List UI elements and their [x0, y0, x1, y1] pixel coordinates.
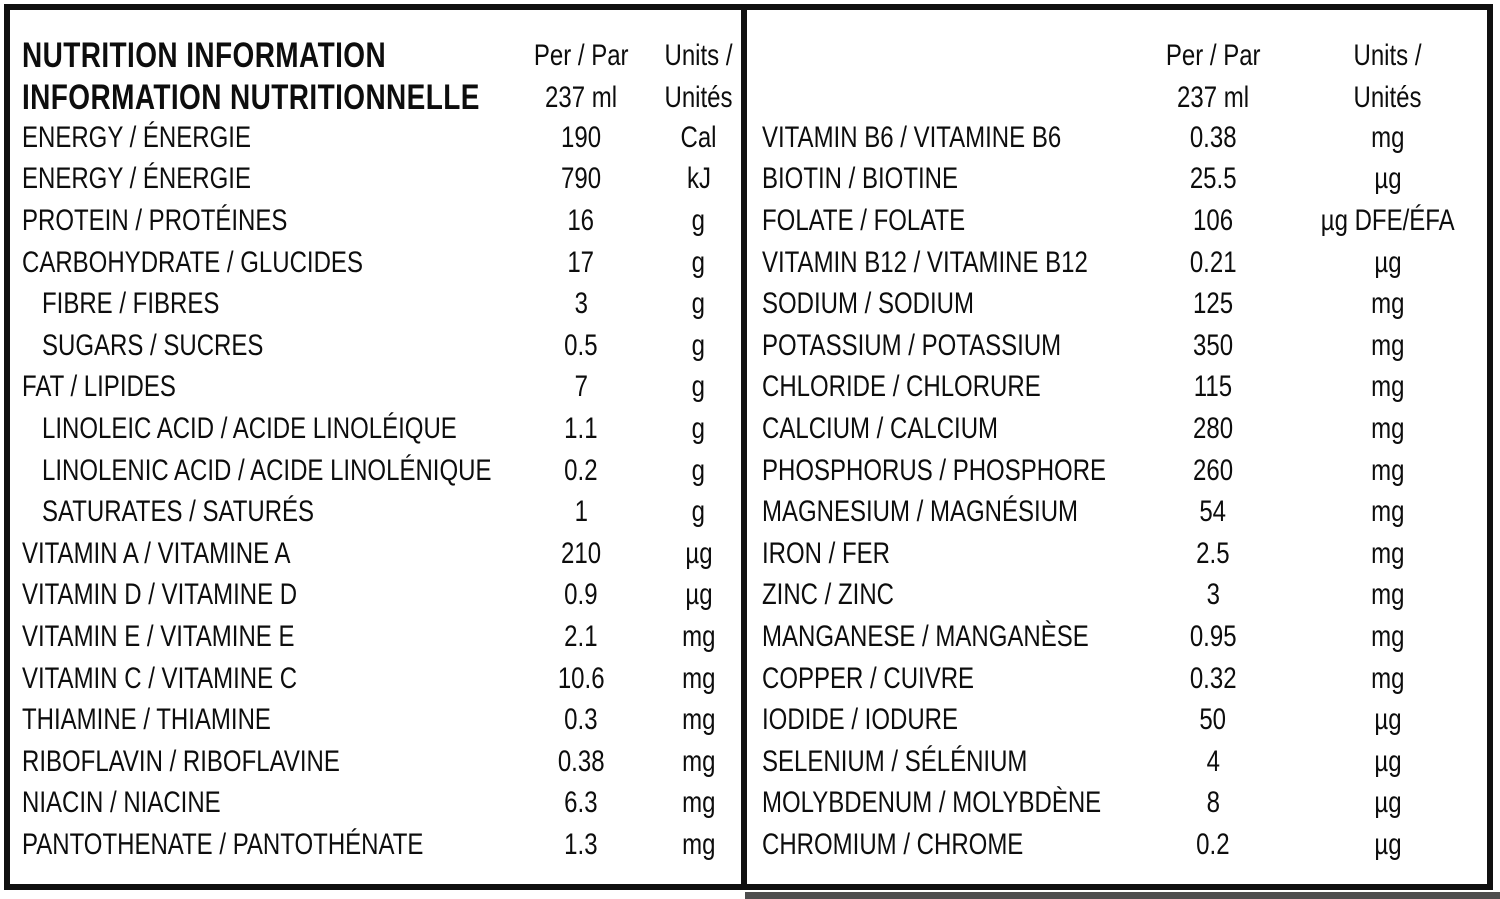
panel-right	[747, 10, 1488, 884]
nutrient-row	[10, 824, 741, 866]
units-header	[1288, 35, 1488, 119]
nutrient-label: CARBOHYDRATE / GLUCIDES	[22, 245, 363, 279]
nutrient-value: 50	[1199, 703, 1227, 737]
nutrient-value: 54	[1199, 495, 1227, 529]
nutrient-unit: mg	[1371, 370, 1405, 404]
nutrient-unit: mg	[1371, 287, 1405, 321]
nutrient-value: 260	[1192, 453, 1234, 487]
nutrient-unit: µg	[684, 578, 713, 612]
nutrient-unit: g	[691, 411, 706, 445]
nutrient-value: 0.38	[1189, 120, 1237, 154]
nutrient-label: MANGANESE / MANGANÈSE	[762, 619, 1089, 653]
nutrient-row	[10, 699, 741, 741]
nutrient-unit: mg	[681, 661, 716, 695]
nutrient-label: VITAMIN E / VITAMINE E	[22, 619, 295, 653]
nutrient-label: FIBRE / FIBRES	[42, 287, 220, 321]
nutrient-row	[747, 491, 1488, 533]
nutrient-value: 280	[1192, 411, 1234, 445]
nutrient-value: 0.32	[1189, 661, 1237, 695]
nutrient-row	[747, 367, 1488, 409]
nutrient-unit: mg	[1371, 328, 1405, 362]
nutrient-row	[747, 658, 1488, 700]
nutrient-unit: g	[691, 203, 706, 237]
nutrient-label: IRON / FER	[762, 536, 891, 570]
nutrient-value: 16	[567, 203, 595, 237]
nutrient-row	[747, 200, 1488, 242]
nutrient-label: LINOLENIC ACID / ACIDE LINOLÉNIQUE	[42, 453, 492, 487]
nutrient-unit: µg	[1374, 827, 1402, 861]
units-header	[656, 35, 741, 119]
nutrient-label: FOLATE / FOLATE	[762, 203, 966, 237]
per-label: Per / Par	[1165, 39, 1261, 72]
nutrient-label: MAGNESIUM / MAGNÉSIUM	[762, 495, 1079, 529]
nutrient-label: BIOTIN / BIOTINE	[762, 162, 959, 196]
nutrient-row	[10, 367, 741, 409]
nutrient-row	[10, 283, 741, 325]
nutrient-row	[747, 699, 1488, 741]
nutrient-row	[747, 408, 1488, 450]
nutrient-row	[10, 200, 741, 242]
nutrient-row	[747, 450, 1488, 492]
nutrient-value: 2.5	[1196, 536, 1230, 570]
nutrient-row	[747, 824, 1488, 866]
nutrient-row	[747, 616, 1488, 658]
nutrient-row	[747, 325, 1488, 367]
nutrient-label: SELENIUM / SÉLÉNIUM	[762, 744, 1028, 778]
nutrient-unit: kJ	[686, 162, 711, 196]
nutrient-row	[10, 783, 741, 825]
units-label-line-2: Unités	[664, 81, 733, 114]
nutrient-value: 0.5	[564, 328, 598, 362]
nutrient-label: ZINC / ZINC	[762, 578, 894, 612]
nutrient-label: VITAMIN C / VITAMINE C	[22, 661, 298, 695]
nutrient-value: 190	[560, 120, 602, 154]
nutrient-row	[747, 533, 1488, 575]
nutrient-unit: mg	[1371, 578, 1405, 612]
title-line-2: INFORMATION NUTRITIONNELLE	[22, 78, 480, 117]
nutrient-unit: mg	[681, 619, 716, 653]
nutrient-unit: mg	[1371, 453, 1405, 487]
nutrient-label: CHLORIDE / CHLORURE	[762, 370, 1041, 404]
nutrient-value: 0.2	[564, 453, 598, 487]
nutrient-value: 4	[1206, 744, 1220, 778]
nutrient-value: 350	[1192, 328, 1234, 362]
nutrient-value: 0.95	[1189, 619, 1237, 653]
nutrient-unit: mg	[1371, 661, 1405, 695]
nutrient-label: FAT / LIPIDES	[22, 370, 176, 404]
nutrient-label: PROTEIN / PROTÉINES	[22, 203, 288, 237]
left-rows	[10, 117, 741, 866]
nutrient-unit: µg	[684, 536, 713, 570]
nutrient-label: CHROMIUM / CHROME	[762, 827, 1024, 861]
table-title	[10, 35, 506, 119]
nutrient-unit: g	[691, 495, 706, 529]
nutrient-label: VITAMIN B6 / VITAMINE B6	[762, 120, 1062, 154]
nutrient-row	[10, 491, 741, 533]
nutrient-label: PANTOTHENATE / PANTOTHÉNATE	[22, 827, 424, 861]
nutrient-unit: g	[691, 453, 706, 487]
panel-left	[10, 10, 741, 884]
nutrient-row	[10, 741, 741, 783]
nutrient-unit: mg	[1371, 619, 1405, 653]
nutrient-value: 8	[1206, 786, 1220, 820]
nutrient-unit: µg	[1374, 786, 1402, 820]
nutrient-unit: g	[691, 287, 706, 321]
nutrient-value: 6.3	[564, 786, 598, 820]
nutrient-value: 115	[1193, 370, 1233, 404]
nutrient-unit: mg	[1371, 495, 1405, 529]
units-label-line-1: Units /	[664, 39, 733, 72]
nutrient-row	[10, 408, 741, 450]
nutrient-value: 7	[574, 370, 588, 404]
nutrient-row	[747, 242, 1488, 284]
nutrient-unit: Cal	[680, 120, 717, 154]
nutrient-label: SUGARS / SUCRES	[42, 328, 264, 362]
nutrient-row	[10, 159, 741, 201]
right-header	[747, 35, 1488, 119]
nutrient-label: POTASSIUM / POTASSIUM	[762, 328, 1062, 362]
per-value: 237 ml	[1176, 81, 1250, 114]
nutrient-value: 125	[1192, 287, 1234, 321]
nutrient-unit: g	[691, 245, 706, 279]
nutrient-row	[747, 283, 1488, 325]
nutrient-label: VITAMIN B12 / VITAMINE B12	[762, 245, 1088, 279]
nutrient-value: 1	[574, 495, 588, 529]
nutrient-value: 0.38	[557, 744, 605, 778]
nutrient-label: IODIDE / IODURE	[762, 703, 959, 737]
nutrient-label: PHOSPHORUS / PHOSPHORE	[762, 453, 1107, 487]
nutrient-value: 106	[1192, 203, 1234, 237]
nutrient-label: ENERGY / ÉNERGIE	[22, 162, 251, 196]
per-value: 237 ml	[544, 81, 618, 114]
nutrient-row	[10, 616, 741, 658]
units-label-line-1: Units /	[1353, 39, 1423, 72]
nutrient-unit: mg	[681, 703, 716, 737]
nutrient-value: 1.3	[564, 827, 598, 861]
nutrient-value: 0.21	[1189, 245, 1237, 279]
nutrient-label: VITAMIN D / VITAMINE D	[22, 578, 298, 612]
nutrient-row	[747, 783, 1488, 825]
nutrient-label: LINOLEIC ACID / ACIDE LINOLÉIQUE	[42, 411, 457, 445]
left-header	[10, 35, 741, 119]
right-rows	[747, 117, 1488, 866]
nutrient-value: 17	[567, 245, 595, 279]
nutrient-label: ENERGY / ÉNERGIE	[22, 120, 251, 154]
nutrient-unit: µg	[1374, 245, 1402, 279]
nutrient-row	[747, 575, 1488, 617]
nutrient-row	[10, 242, 741, 284]
nutrient-value: 1.1	[564, 411, 598, 445]
nutrient-unit: mg	[1371, 536, 1405, 570]
bottom-edge-strip	[745, 892, 1500, 899]
nutrient-unit: g	[691, 328, 706, 362]
nutrient-value: 0.3	[564, 703, 598, 737]
nutrient-value: 3	[574, 287, 588, 321]
nutrient-row	[10, 450, 741, 492]
nutrient-row	[747, 741, 1488, 783]
nutrient-label: CALCIUM / CALCIUM	[762, 411, 999, 445]
nutrient-row	[10, 533, 741, 575]
nutrient-value: 2.1	[564, 619, 598, 653]
nutrient-unit: µg	[1374, 744, 1402, 778]
nutrient-value: 0.2	[1196, 827, 1230, 861]
per-serving-header	[506, 35, 656, 119]
per-label: Per / Par	[533, 39, 629, 72]
nutrient-unit: µg	[1374, 703, 1402, 737]
nutrient-row	[10, 325, 741, 367]
nutrient-value: 210	[560, 536, 602, 570]
nutrient-label: SATURATES / SATURÉS	[42, 495, 315, 529]
nutrient-value: 25.5	[1189, 162, 1237, 196]
nutrient-value: 790	[560, 162, 602, 196]
nutrient-value: 3	[1206, 578, 1220, 612]
nutrient-unit: mg	[681, 744, 716, 778]
per-serving-header	[1138, 35, 1288, 119]
nutrient-row	[747, 117, 1488, 159]
units-label-line-2: Unités	[1353, 81, 1423, 114]
title-line-1: NUTRITION INFORMATION	[22, 36, 387, 75]
nutrient-unit: mg	[681, 786, 716, 820]
nutrient-label: NIACIN / NIACINE	[22, 786, 221, 820]
nutrient-row	[747, 159, 1488, 201]
nutrient-label: MOLYBDENUM / MOLYBDÈNE	[762, 786, 1102, 820]
nutrient-unit: mg	[1371, 120, 1405, 154]
nutrient-value: 0.9	[564, 578, 598, 612]
nutrient-row	[10, 575, 741, 617]
nutrient-label: SODIUM / SODIUM	[762, 287, 975, 321]
nutrient-unit: mg	[1371, 411, 1405, 445]
nutrient-unit: µg DFE/ÉFA	[1321, 203, 1455, 237]
nutrient-value: 10.6	[557, 661, 605, 695]
nutrient-label: THIAMINE / THIAMINE	[22, 703, 271, 737]
nutrient-label: VITAMIN A / VITAMINE A	[22, 536, 291, 570]
right-header-spacer	[747, 35, 1138, 119]
nutrient-row	[10, 117, 741, 159]
nutrient-row	[10, 658, 741, 700]
nutrient-unit: µg	[1374, 162, 1402, 196]
nutrient-unit: g	[691, 370, 706, 404]
nutrient-unit: mg	[681, 827, 716, 861]
nutrient-label: RIBOFLAVIN / RIBOFLAVINE	[22, 744, 340, 778]
nutrient-label: COPPER / CUIVRE	[762, 661, 975, 695]
